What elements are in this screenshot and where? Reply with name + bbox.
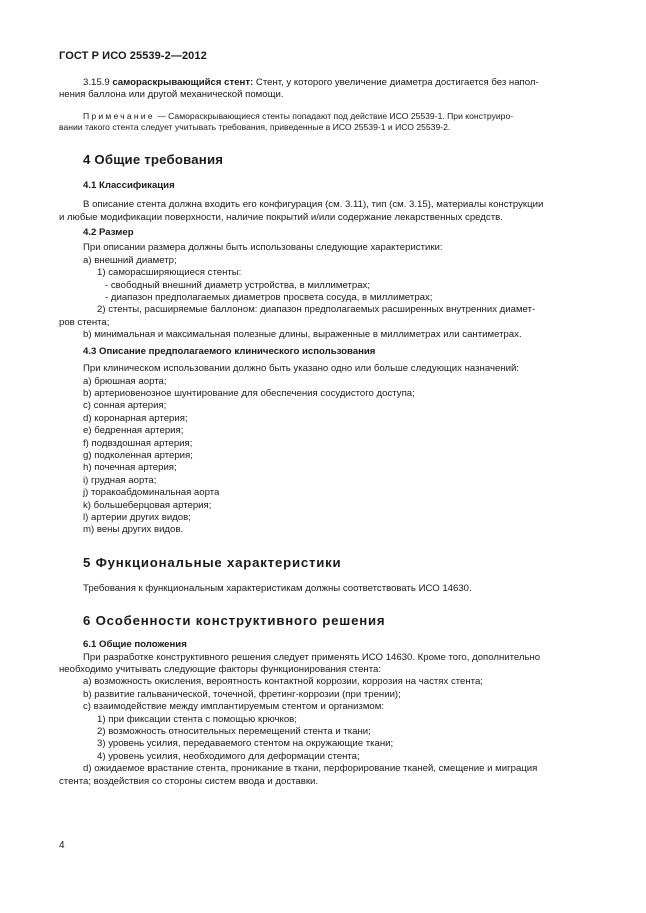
list-item: f) подвздошная артерия;: [83, 437, 193, 449]
running-header: ГОСТ Р ИСО 25539-2—2012: [59, 50, 207, 62]
section-4-2-heading: 4.2 Размер: [83, 227, 134, 239]
list-item: b) развитие гальванической, точечной, фретинг-коррозии (при трении);: [83, 688, 401, 700]
list-item: k) большеберцовая артерия;: [83, 499, 212, 511]
list-item: h) почечная артерия;: [83, 462, 177, 474]
list-item: l) артерии других видов;: [83, 511, 191, 523]
list-item-continuation: ров стента;: [59, 316, 110, 328]
list-item-continuation: стента; воздействия со стороны систем ввода и доставки.: [59, 775, 319, 787]
list-item: d) коронарная артерия;: [83, 412, 188, 424]
section-4-3-intro: При клиническом использовании должно быть указано одно или больше следующих назначений:: [83, 363, 519, 375]
list-item: 1) саморасширяющиеся стенты:: [97, 267, 242, 279]
list-item: 2) стенты, расширяемые баллоном: диапазон предполагаемых расширенных внутренних диамет-: [97, 304, 536, 316]
section-5-text: Требования к функциональным характеристикам должны соответствовать ИСО 14630.: [83, 582, 472, 594]
section-6-1-line-2: необходимо учитывать следующие факторы функционирования стента:: [59, 664, 381, 675]
section-4-1-line-2: и любые модификации поверхности, наличие покрытий и/или содержание лекарственных средств.: [59, 211, 503, 223]
list-item: 3) уровень усилия, передаваемого стентом на окружающие ткани;: [97, 738, 394, 750]
note-line-1: Примечание — Самораскрывающиеся стенты попадают под действие ИСО 25539-1. При конструиро-: [83, 110, 514, 121]
list-item: d) ожидаемое врастание стента, проникание в ткани, перфорирование тканей, смещение и миграция: [83, 763, 538, 775]
clause-3-15-9: [59, 77, 591, 89]
note-label: Примечание: [83, 110, 155, 121]
section-4-1-heading: 4.1 Классификация: [83, 179, 175, 191]
clause-number: 3.15.9: [83, 77, 110, 88]
section-6-1-heading: 6.1 Общие положения: [83, 639, 187, 651]
page-body: [59, 77, 591, 788]
list-item: 1) при фиксации стента с помощью крючков;: [97, 713, 297, 725]
definition: Стент, у которого увеличение диаметра достигается без напол-: [255, 77, 539, 88]
section-6-heading: 6 Особенности конструктивного решения: [83, 613, 386, 629]
list-item: a) внешний диаметр;: [83, 254, 177, 266]
list-item: i) грудная аорта;: [83, 474, 157, 486]
note-line-2: вании такого стента следует учитывать требования, приведенные в ИСО 25539-1 и ИСО 25539-2.: [59, 121, 451, 132]
section-4-3-heading: 4.3 Описание предполагаемого клинического использования: [83, 345, 376, 357]
section-4-1-line-1: В описание стента должна входить его конфигурация (см. 3.11), тип (см. 3.15), материалы конструкции: [83, 199, 544, 211]
list-item: - диапазон предполагаемых диаметров просвета сосуда, в миллиметрах;: [105, 292, 433, 304]
section-4-heading: 4 Общие требования: [83, 151, 224, 167]
list-item: a) брюшная аорта;: [83, 375, 167, 387]
list-item: b) артериовенозное шунтирование для обеспечения сосудистого доступа;: [83, 387, 415, 399]
list-item: c) сонная артерия;: [83, 400, 167, 412]
section-4-2-intro: При описании размера должны быть использованы следующие характеристики:: [83, 242, 443, 254]
list-item: 2) возможность относительных перемещений стента и ткани;: [97, 726, 371, 738]
list-item: g) подколенная артерия;: [83, 449, 193, 461]
definition-continuation: нения баллона или другой механической помощи.: [59, 89, 284, 101]
list-item: - свободный внешний диаметр устройства, в миллиметрах;: [105, 279, 370, 291]
term: самораскрывающийся стент:: [112, 77, 254, 88]
list-item: e) бедренная артерия;: [83, 425, 184, 437]
clinical-use-list: [59, 376, 591, 537]
list-item: a) возможность окисления, вероятность контактной коррозии, коррозия на частях стента;: [83, 676, 483, 688]
page-number: 4: [59, 840, 65, 851]
section-5-heading: 5 Функциональные характеристики: [83, 554, 342, 570]
list-item: c) взаимодействие между имплантируемым стентом и организмом:: [83, 701, 385, 713]
section-6-1-line-1: При разработке конструктивного решения следует применять ИСО 14630. Кроме того, дополнительно: [83, 651, 541, 663]
list-item: j) торакоабдоминальная аорта: [83, 487, 220, 499]
list-item: 4) уровень усилия, необходимого для деформации стента;: [97, 750, 360, 762]
list-item: b) минимальная и максимальная полезные длины, выраженные в миллиметрах или сантиметрах.: [83, 329, 522, 341]
list-item: m) вены других видов.: [83, 524, 184, 536]
